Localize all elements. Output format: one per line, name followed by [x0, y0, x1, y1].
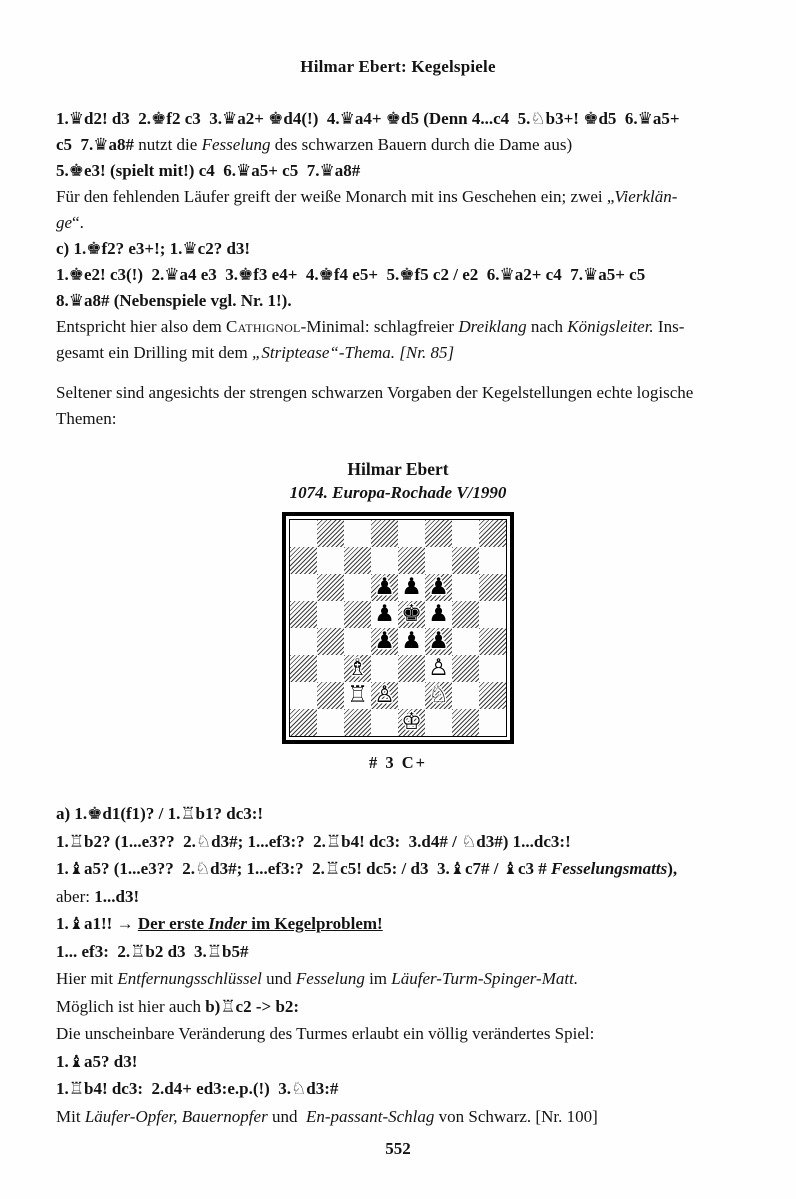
- square-a7: [290, 547, 317, 574]
- paragraph: [56, 1103, 740, 1131]
- square-g7: [452, 547, 479, 574]
- square-b1: [317, 709, 344, 736]
- text-segment: gesamt ein Drilling mit dem: [56, 343, 252, 362]
- text-segment: von Schwarz. [Nr. 100]: [434, 1106, 598, 1126]
- black-pawn-piece: ♟: [401, 628, 422, 654]
- square-b4: [317, 628, 344, 655]
- square-g2: [452, 682, 479, 709]
- text-segment: und: [267, 1106, 306, 1126]
- square-a6: [290, 574, 317, 601]
- text-line: [56, 855, 740, 883]
- text-segment: 1.♚e2! c3(!) 2.♛a4 e3 3.♚f3 e4+ 4.♚f4 e5+ 5.♚f5 c2 / e2 6.♛a2+ c4 7.♛a5+ c5: [56, 265, 646, 284]
- square-h1: [479, 709, 506, 736]
- text-line: [56, 314, 740, 340]
- text-line: [56, 800, 740, 828]
- square-a4: [290, 628, 317, 655]
- square-a5: [290, 601, 317, 628]
- paragraph: [56, 236, 740, 262]
- square-e1: [398, 709, 425, 736]
- text-segment: 5.♚e3! (spielt mit!) c4 6.♛a5+ c5 7.♛a8#: [56, 161, 361, 180]
- square-c5: [344, 601, 371, 628]
- square-c8: [344, 520, 371, 547]
- page-header: Hilmar Ebert: Kegelspiele: [300, 57, 496, 76]
- black-pawn-piece: ♟: [428, 628, 449, 654]
- black-king-piece: ♚: [401, 601, 422, 627]
- text-segment: nach: [526, 317, 568, 336]
- text-segment: 1.♖b4! dc3: 2.d4+ ed3:e.p.(!) 3.♘d3:#: [56, 1079, 339, 1098]
- square-f8: [425, 520, 452, 547]
- text-line: [56, 828, 740, 856]
- paragraph: [56, 855, 740, 910]
- text-line: [56, 158, 740, 184]
- square-a8: [290, 520, 317, 547]
- text-segment: 1.♖b2? (1...e3?? 2.♘d3#; 1...ef3:? 2.♖b4! dc3: 3.d4# / ♘d3#) 1...dc3:!: [56, 831, 571, 851]
- square-h6: [479, 574, 506, 601]
- square-e4: [398, 628, 425, 655]
- square-g3: [452, 655, 479, 682]
- text-line: [56, 132, 740, 158]
- text-segment: Entfernungsschlüssel: [117, 969, 262, 988]
- text-segment: Entspricht hier also dem: [56, 317, 226, 336]
- paragraph: [56, 828, 740, 856]
- text-segment: -Minimal: schlagfreier: [300, 317, 459, 336]
- text-segment: im: [364, 969, 392, 988]
- paragraph: [56, 1075, 740, 1103]
- square-b6: [317, 574, 344, 601]
- square-e5: [398, 601, 425, 628]
- square-c4: [344, 628, 371, 655]
- chess-diagram: [0, 457, 796, 773]
- square-d2: [371, 682, 398, 709]
- square-f2: [425, 682, 452, 709]
- square-h4: [479, 628, 506, 655]
- square-d4: [371, 628, 398, 655]
- text-segment: des schwarzen Bauern durch die Dame aus): [270, 135, 573, 154]
- white-pawn-piece: ♙: [428, 655, 449, 681]
- text-segment: Themen:: [56, 409, 117, 428]
- text-segment: ge: [56, 213, 73, 232]
- text-segment: ),: [667, 859, 678, 878]
- text-line: [56, 406, 740, 432]
- square-f3: [425, 655, 452, 682]
- text-segment: Die unscheinbare Veränderung des Turmes erlaubt ein völlig verändertes Spiel:: [56, 1024, 595, 1043]
- square-c7: [344, 547, 371, 574]
- square-e8: [398, 520, 425, 547]
- text-line: [56, 380, 740, 406]
- chessboard-frame: [282, 512, 514, 744]
- text-segment: aber:: [56, 886, 95, 906]
- text-segment: Möglich ist hier auch: [56, 996, 206, 1016]
- paragraph: [56, 993, 740, 1021]
- paragraph: [56, 938, 740, 966]
- text-segment: b)♖c2 -> b2:: [205, 996, 300, 1016]
- square-f4: [425, 628, 452, 655]
- square-h5: [479, 601, 506, 628]
- text-line: [56, 883, 740, 911]
- text-segment: Dreiklang: [458, 317, 527, 336]
- text-segment: Läufer-Opfer, Bauernopfer: [84, 1106, 268, 1126]
- black-pawn-piece: ♟: [374, 628, 395, 654]
- square-e7: [398, 547, 425, 574]
- text-segment: Fesselung: [201, 135, 271, 154]
- text-segment: “.: [72, 213, 84, 232]
- black-pawn-piece: ♟: [374, 574, 395, 600]
- white-bishop-piece: ♗: [347, 655, 368, 681]
- square-d5: [371, 601, 398, 628]
- square-g6: [452, 574, 479, 601]
- text-line: [56, 184, 740, 210]
- paragraph: [56, 262, 740, 314]
- text-segment: Läufer-Turm-Spinger-Matt.: [391, 969, 579, 988]
- text-segment: 1.♛d2! d3 2.♚f2 c3 3.♛a2+ ♚d4(!) 4.♛a4+ ♚d5 (Denn 4...c4 5.♘b3+! ♚d5 6.♛a5+: [56, 109, 680, 128]
- text-segment: 1.♝a5? d3!: [56, 1051, 138, 1071]
- black-pawn-piece: ♟: [428, 601, 449, 627]
- square-c1: [344, 709, 371, 736]
- diagram-author: Hilmar Ebert: [347, 459, 449, 479]
- square-f1: [425, 709, 452, 736]
- text-segment: Inder: [208, 914, 248, 933]
- square-h7: [479, 547, 506, 574]
- text-segment: Mit: [56, 1106, 85, 1126]
- square-h8: [479, 520, 506, 547]
- square-e3: [398, 655, 425, 682]
- paragraph: [56, 106, 740, 184]
- square-d8: [371, 520, 398, 547]
- text-segment: Hier mit: [56, 969, 118, 988]
- text-segment: c) 1.♚f2? e3+!; 1.♛c2? d3!: [56, 239, 251, 258]
- text-segment: Cathignol: [225, 317, 301, 336]
- text-segment: Vierklän-: [614, 187, 678, 206]
- text-segment: En-passant-Schlag: [305, 1106, 435, 1126]
- square-d7: [371, 547, 398, 574]
- text-segment: a) 1.♚d1(f1)? / 1.♖b1? dc3:!: [56, 804, 264, 823]
- text-segment: Für den fehlenden Läufer greift der weiße Monarch mit ins Geschehen ein; zwei „: [56, 187, 615, 206]
- text-line: [56, 1020, 740, 1048]
- square-d3: [371, 655, 398, 682]
- square-g1: [452, 709, 479, 736]
- text-line: [56, 262, 740, 288]
- white-pawn-piece: ♙: [374, 682, 395, 708]
- square-g5: [452, 601, 479, 628]
- paragraph: [56, 314, 740, 366]
- square-a1: [290, 709, 317, 736]
- white-king-piece: ♔: [401, 709, 422, 735]
- text-segment: Seltener sind angesichts der strengen schwarzen Vorgaben der Kegelstellungen echte logische: [56, 383, 694, 402]
- square-d1: [371, 709, 398, 736]
- paragraph: [56, 965, 740, 993]
- square-a2: [290, 682, 317, 709]
- square-f5: [425, 601, 452, 628]
- text-line: [56, 1048, 740, 1076]
- text-line: [56, 1103, 740, 1131]
- paragraph: [56, 800, 740, 828]
- text-segment: 1...d3!: [94, 886, 140, 906]
- text-segment: „Striptease“-Thema. [Nr. 85]: [251, 343, 455, 362]
- paragraph: [56, 380, 740, 432]
- text-line: [56, 106, 740, 132]
- text-segment: 1.♝a5? (1...e3?? 2.♘d3#; 1...ef3:? 2.♖c5! dc5: / d3 3.♝c7# / ♝c3 #: [56, 859, 552, 878]
- paragraph: [56, 1048, 740, 1076]
- black-pawn-piece: ♟: [428, 574, 449, 600]
- body-text-bottom: [0, 800, 796, 1130]
- text-segment: und: [261, 969, 296, 988]
- square-c2: [344, 682, 371, 709]
- black-pawn-piece: ♟: [374, 601, 395, 627]
- square-b8: [317, 520, 344, 547]
- text-segment: Königsleiter.: [567, 317, 654, 336]
- paragraph: [56, 1020, 740, 1048]
- text-segment: Fesselungsmatts: [551, 859, 668, 878]
- square-g8: [452, 520, 479, 547]
- square-e6: [398, 574, 425, 601]
- square-a3: [290, 655, 317, 682]
- chessboard: [289, 519, 507, 737]
- text-segment: 1.♝a1!! →: [56, 914, 138, 933]
- text-line: [56, 1075, 740, 1103]
- square-h2: [479, 682, 506, 709]
- square-c3: [344, 655, 371, 682]
- text-line: [56, 340, 740, 366]
- square-f7: [425, 547, 452, 574]
- square-b3: [317, 655, 344, 682]
- diagram-stipulation: # 3 C+: [368, 753, 428, 772]
- text-segment: Fesselung: [295, 969, 365, 988]
- text-line: [56, 993, 740, 1021]
- text-segment: nutzt die: [138, 135, 202, 154]
- diagram-source: 1074. Europa-Rochade V/1990: [289, 483, 507, 502]
- text-segment: c5 7.♛a8#: [56, 135, 139, 154]
- white-rook-piece: ♖: [347, 682, 368, 708]
- text-line: [56, 938, 740, 966]
- body-text-top: [0, 77, 796, 432]
- text-segment: im Kegelproblem!: [247, 914, 383, 933]
- page-number: 552: [385, 1139, 411, 1158]
- square-b7: [317, 547, 344, 574]
- square-b2: [317, 682, 344, 709]
- text-line: [56, 236, 740, 262]
- text-line: [56, 965, 740, 993]
- square-f6: [425, 574, 452, 601]
- square-g4: [452, 628, 479, 655]
- text-segment: Der erste: [137, 914, 209, 933]
- square-d6: [371, 574, 398, 601]
- text-segment: 1... ef3: 2.♖b2 d3 3.♖b5#: [56, 941, 249, 961]
- text-line: [56, 288, 740, 314]
- paragraph: [56, 910, 740, 938]
- square-c6: [344, 574, 371, 601]
- square-h3: [479, 655, 506, 682]
- text-segment: 8.♛a8# (Nebenspiele vgl. Nr. 1!).: [56, 291, 292, 310]
- black-pawn-piece: ♟: [401, 574, 422, 600]
- square-e2: [398, 682, 425, 709]
- text-segment: Ins-: [653, 317, 685, 336]
- text-line: [56, 910, 740, 938]
- white-knight-piece: ♘: [428, 682, 449, 708]
- paragraph: [56, 184, 740, 236]
- text-line: [56, 210, 740, 236]
- square-b5: [317, 601, 344, 628]
